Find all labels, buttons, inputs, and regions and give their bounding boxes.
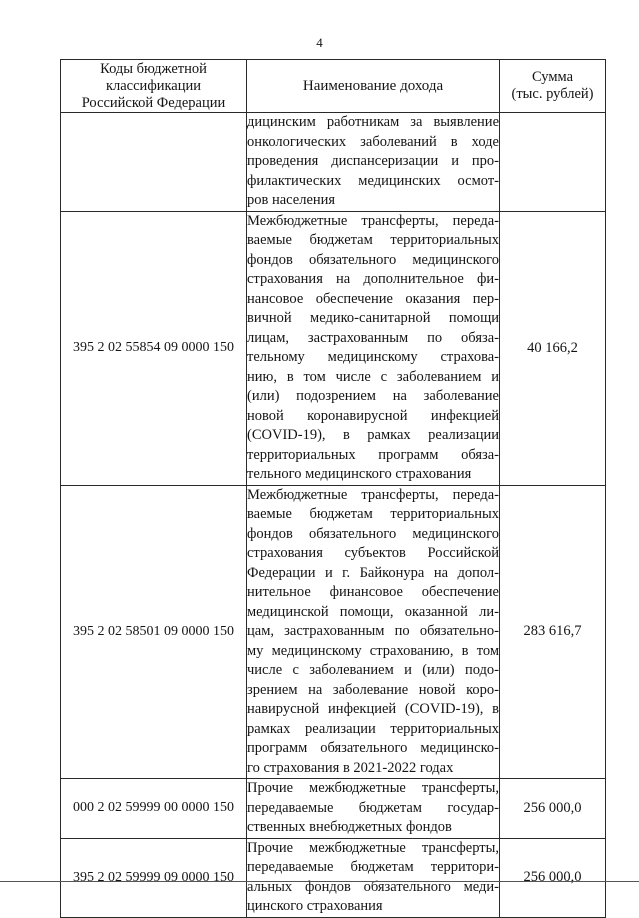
table-row bbox=[61, 113, 606, 212]
header-line: Сумма bbox=[531, 69, 574, 85]
description-line: ваемые бюджетам территориальных bbox=[247, 232, 499, 248]
table-body bbox=[61, 113, 606, 918]
budget-code-cell: 395 2 02 55854 09 0000 150 bbox=[61, 211, 247, 485]
revenue-name-cell bbox=[247, 485, 500, 779]
description-line: цам, застрахованным по обязательно- bbox=[247, 623, 499, 639]
revenue-name-cell bbox=[247, 113, 500, 212]
description-line: передаваемые бюджетам государ- bbox=[247, 799, 499, 816]
description-line: нансовое обеспечение оказания пер- bbox=[247, 290, 499, 307]
description-line: (или) подозрением на заболевание bbox=[247, 388, 499, 404]
description-line: ственных внебюджетных фондов bbox=[247, 819, 452, 835]
description-line: нию, в том числе с заболеванием и bbox=[247, 368, 499, 385]
budget-code-cell: 395 2 02 59999 09 0000 150 bbox=[61, 838, 247, 917]
description-line: рамках реализации территориальных bbox=[247, 720, 499, 737]
table-header-row bbox=[61, 60, 606, 113]
description-line: ваемые бюджетам территориальных bbox=[247, 506, 499, 522]
description-line: новой коронавирусной инфекцией bbox=[247, 407, 499, 424]
amount-cell bbox=[500, 113, 606, 212]
description-line: территориальных программ обяза- bbox=[247, 446, 499, 463]
budget-code-cell bbox=[61, 113, 247, 212]
table-row bbox=[61, 211, 606, 485]
description-line: нительное финансовое обеспечение bbox=[247, 584, 499, 600]
description-line: тельного медицинского страхования bbox=[247, 466, 472, 482]
footer-divider bbox=[0, 881, 639, 882]
header-line: Российской Федерации bbox=[81, 94, 226, 111]
description-line: филактических медицинских осмот- bbox=[247, 172, 499, 189]
table-row bbox=[61, 779, 606, 839]
description-line: го страхования в 2021-2022 годах bbox=[247, 759, 454, 776]
description-line: Прочие межбюджетные трансферты, bbox=[247, 839, 499, 856]
budget-code-cell: 395 2 02 58501 09 0000 150 bbox=[61, 485, 247, 779]
description-line: (COVID-19), в рамках реализации bbox=[247, 427, 499, 443]
description-line: онкологических заболеваний в ходе bbox=[247, 133, 499, 150]
header-line: классификации bbox=[105, 77, 202, 94]
description-line: дицинским работникам за выявление bbox=[247, 114, 499, 130]
revenue-name-cell bbox=[247, 211, 500, 485]
revenue-name-cell bbox=[247, 779, 500, 839]
budget-revenue-table bbox=[60, 59, 606, 918]
table-row bbox=[61, 485, 606, 779]
description-line: цинского страхования bbox=[247, 898, 383, 914]
description-line: му медицинскому страхованию, в том bbox=[247, 642, 499, 659]
page-number: 4 bbox=[316, 35, 323, 50]
revenue-name-cell bbox=[247, 838, 500, 917]
header-line: (тыс. рублей) bbox=[511, 86, 594, 102]
description-line: программ обязательного медицинско- bbox=[247, 740, 499, 756]
description-line: страхования на дополнительное фи- bbox=[247, 271, 499, 287]
amount-cell: 256 000,0 bbox=[500, 779, 606, 839]
description-line: Федерации и г. Байконура на допол- bbox=[247, 564, 499, 581]
description-line: медицинской помощи, оказанной ли- bbox=[247, 603, 499, 620]
description-line: ров населения bbox=[247, 192, 336, 208]
amount-cell: 256 000,0 bbox=[500, 838, 606, 917]
description-line: зрением на заболевание новой коро- bbox=[247, 681, 499, 698]
description-line: Прочие межбюджетные трансферты, bbox=[247, 780, 499, 796]
header-line: Коды бюджетной bbox=[100, 60, 207, 77]
column-header-name: Наименование дохода bbox=[247, 60, 500, 113]
description-line: Межбюджетные трансферты, переда- bbox=[247, 486, 499, 503]
amount-cell: 40 166,2 bbox=[500, 211, 606, 485]
description-line: альных фондов обязательного меди- bbox=[247, 878, 499, 895]
description-line: числе с заболеванием и (или) подо- bbox=[247, 662, 499, 678]
table-row bbox=[61, 838, 606, 917]
description-line: фондов обязательного медицинского bbox=[247, 251, 499, 268]
column-header-amount bbox=[500, 60, 606, 113]
description-line: передаваемые бюджетам территори- bbox=[247, 859, 499, 875]
description-line: вичной медико-санитарной помощи bbox=[247, 310, 499, 326]
budget-code-cell: 000 2 02 59999 00 0000 150 bbox=[61, 779, 247, 839]
column-header-code bbox=[61, 60, 247, 113]
description-line: навирусной инфекцией (COVID-19), в bbox=[247, 701, 499, 717]
description-line: лицам, застрахованным по обяза- bbox=[247, 329, 499, 346]
amount-cell: 283 616,7 bbox=[500, 485, 606, 779]
description-line: фондов обязательного медицинского bbox=[247, 525, 499, 542]
description-line: проведения диспансеризации и про- bbox=[247, 153, 499, 169]
description-line: тельному медицинскому страхова- bbox=[247, 349, 499, 365]
description-line: Межбюджетные трансферты, переда- bbox=[247, 212, 499, 229]
description-line: страхования субъектов Российской bbox=[247, 545, 499, 561]
